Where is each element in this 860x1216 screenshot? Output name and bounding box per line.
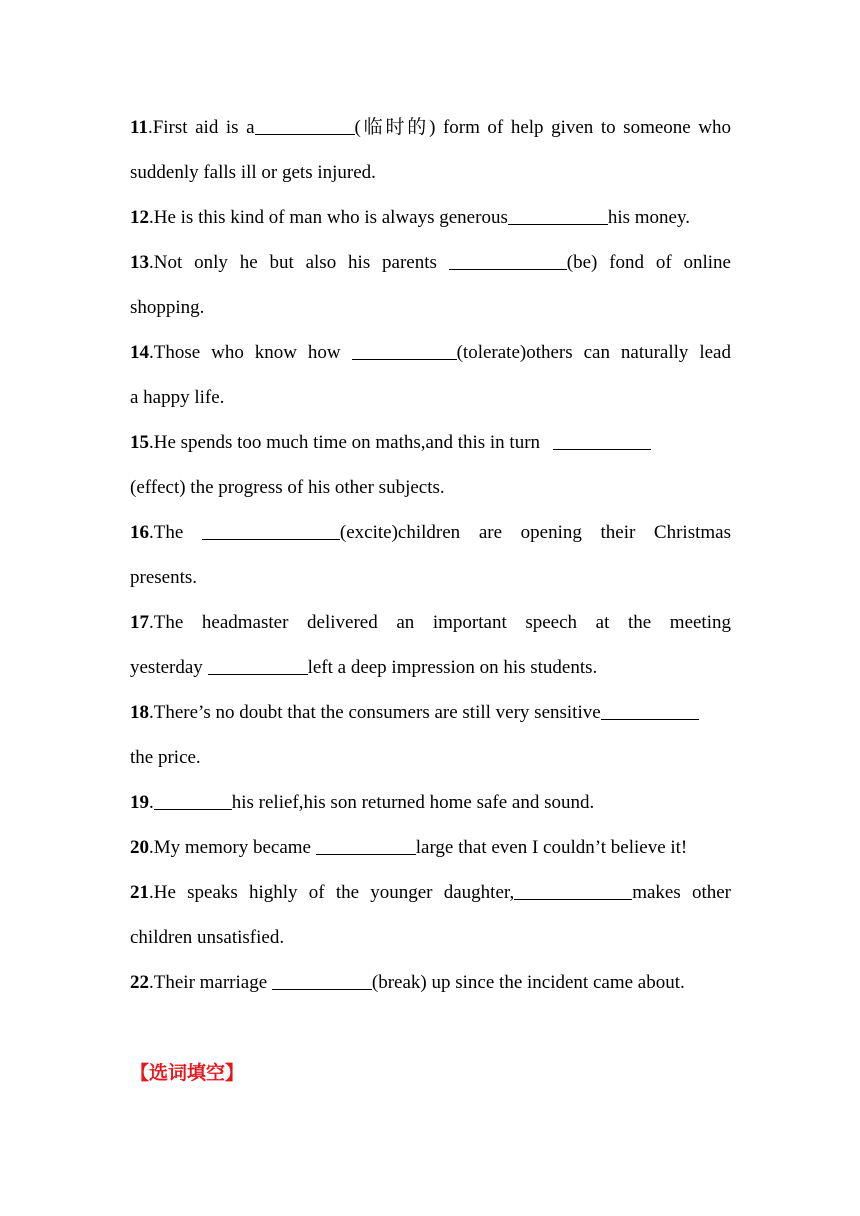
question-number: 13 <box>130 252 149 273</box>
question-text: yesterday <box>130 657 208 678</box>
exercise-list <box>130 105 731 1005</box>
question-number: 14 <box>130 342 149 363</box>
answer-blank[interactable] <box>255 115 355 135</box>
question-text: .My memory became <box>149 837 316 858</box>
question-13-line-1 <box>130 240 731 285</box>
answer-blank[interactable] <box>514 880 632 900</box>
question-text: .There’s no doubt that the consumers are still very sensitive <box>149 702 601 723</box>
question-number: 17 <box>130 612 149 633</box>
question-text: .Their marriage <box>149 972 272 993</box>
question-number: 22 <box>130 972 149 993</box>
section-title: 【选词填空】 <box>130 1062 245 1084</box>
answer-blank[interactable] <box>316 835 416 855</box>
question-text: . <box>149 792 154 813</box>
question-text: .Those who know how <box>149 342 352 363</box>
question-text: (tolerate)others can naturally lead <box>456 342 731 363</box>
question-number: 12 <box>130 207 149 228</box>
question-13-line-2: shopping. <box>130 297 205 318</box>
question-number: 21 <box>130 882 149 903</box>
answer-blank[interactable] <box>352 340 457 360</box>
question-text: .The headmaster delivered an important speech at the meeting <box>149 612 731 633</box>
question-text: makes other <box>632 882 731 903</box>
question-16-line-1 <box>130 510 731 555</box>
question-text: large that even I couldn’t believe it! <box>415 837 688 858</box>
question-text: (be) fond of online <box>566 252 731 273</box>
question-15-line-1 <box>130 420 731 465</box>
answer-blank[interactable] <box>508 205 608 225</box>
question-17-line-2 <box>130 645 731 690</box>
question-19-line-1 <box>130 780 731 825</box>
answer-blank[interactable] <box>154 790 232 810</box>
question-text: his money. <box>607 207 690 228</box>
question-number: 20 <box>130 837 149 858</box>
answer-blank[interactable] <box>208 655 308 675</box>
question-17-line-1 <box>130 600 731 645</box>
question-14-line-1 <box>130 330 731 375</box>
answer-blank[interactable] <box>202 520 340 540</box>
question-15-line-2: (effect) the progress of his other subjects. <box>130 477 445 498</box>
answer-blank[interactable] <box>601 700 699 720</box>
question-text: (excite)children are opening their Christmas <box>339 522 731 543</box>
question-text: left a deep impression on his students. <box>307 657 598 678</box>
question-12-line-1 <box>130 195 731 240</box>
question-number: 16 <box>130 522 149 543</box>
question-text: .Not only he but also his parents <box>149 252 449 273</box>
answer-blank[interactable] <box>449 250 567 270</box>
question-14-line-2: a happy life. <box>130 387 225 408</box>
question-16-line-2: presents. <box>130 567 198 588</box>
question-11-line-2: suddenly falls ill or gets injured. <box>130 162 376 183</box>
question-text: .He is this kind of man who is always generous <box>149 207 508 228</box>
question-18-line-1 <box>130 690 731 735</box>
question-number: 11 <box>130 117 148 138</box>
question-11-line-1 <box>130 105 731 150</box>
question-text: (临时的) form of help given to someone who <box>354 117 731 138</box>
question-21-line-1 <box>130 870 731 915</box>
question-number: 19 <box>130 792 149 813</box>
question-number: 15 <box>130 432 149 453</box>
question-number: 18 <box>130 702 149 723</box>
question-text: his relief,his son returned home safe and sound. <box>231 792 595 813</box>
question-22-line-1 <box>130 960 731 1005</box>
question-text: .First aid is a <box>147 117 255 138</box>
question-20-line-1 <box>130 825 731 870</box>
question-text: .The <box>149 522 202 543</box>
question-text: .He spends too much time on maths,and this in turn <box>149 432 545 453</box>
question-text: (break) up since the incident came about. <box>371 972 685 993</box>
question-18-line-2: the price. <box>130 747 201 768</box>
answer-blank[interactable] <box>272 970 372 990</box>
answer-blank[interactable] <box>553 430 651 450</box>
question-text: .He speaks highly of the younger daughter, <box>149 882 515 903</box>
question-21-line-2: children unsatisfied. <box>130 927 285 948</box>
